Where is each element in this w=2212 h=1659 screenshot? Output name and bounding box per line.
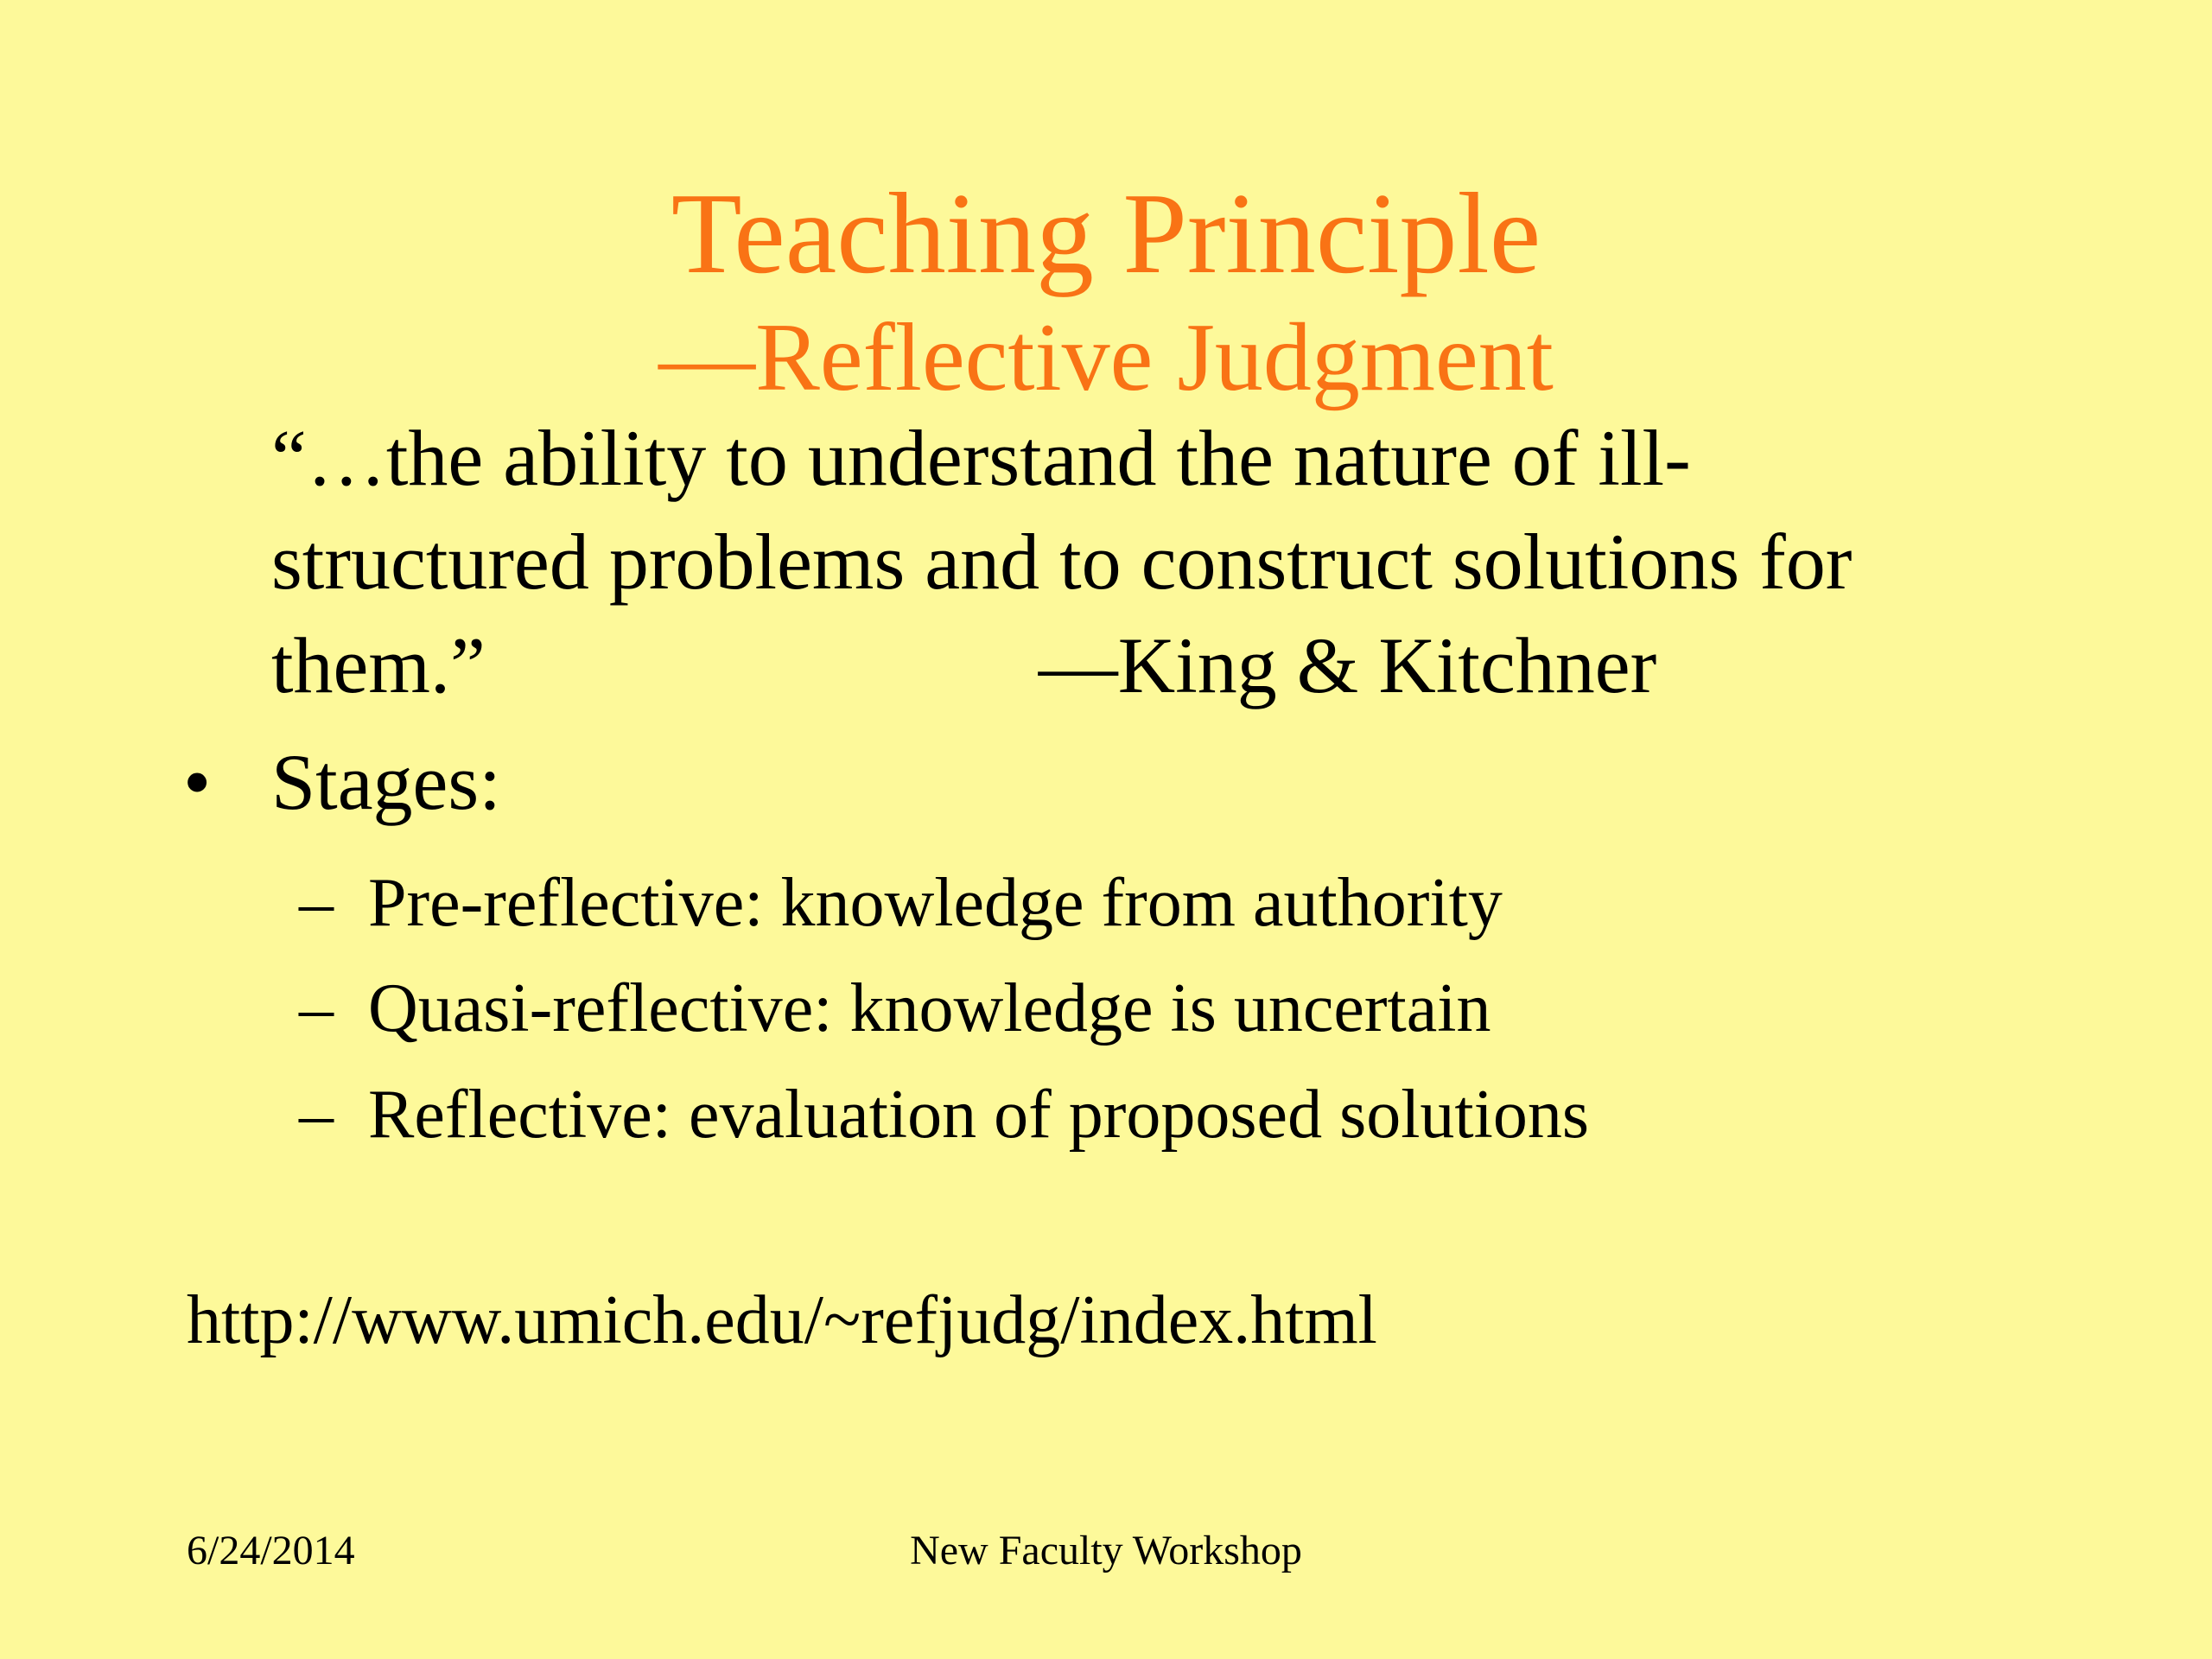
- stage-dash: –: [299, 865, 334, 941]
- stage-item: [299, 965, 1491, 1052]
- bullet-dot: •: [183, 738, 212, 826]
- stage-text: Reflective: evaluation of proposed solutions: [368, 1077, 1590, 1153]
- slide-subtitle: —Reflective Judgment: [658, 304, 1554, 411]
- stage-dash: –: [299, 970, 334, 1046]
- quote-line-1: “…the ability to understand the nature of ill-: [271, 414, 1691, 502]
- stage-text: Pre-reflective: knowledge from authority: [368, 865, 1503, 941]
- quote-attribution: —King & Kitchner: [1038, 621, 1657, 709]
- footer-date: 6/24/2014: [187, 1528, 355, 1573]
- stage-item: [299, 860, 1503, 946]
- stage-dash: –: [299, 1077, 334, 1153]
- reference-url: http://www.umich.edu/~refjudg/index.html: [187, 1282, 1377, 1358]
- quote-line-2: structured problems and to construct solutions for: [271, 518, 1853, 606]
- slide-title: Teaching Principle: [671, 169, 1541, 297]
- quote-block: [271, 406, 2043, 717]
- bullet-stages: [183, 730, 501, 834]
- bullet-label: Stages:: [271, 738, 501, 826]
- quote-line-3-text: them.”: [271, 621, 486, 709]
- stage-text: Quasi-reflective: knowledge is uncertain: [368, 970, 1491, 1046]
- stage-item: [299, 1071, 1589, 1158]
- quote-line-3: [271, 613, 2043, 717]
- footer-title: New Faculty Workshop: [910, 1528, 1302, 1573]
